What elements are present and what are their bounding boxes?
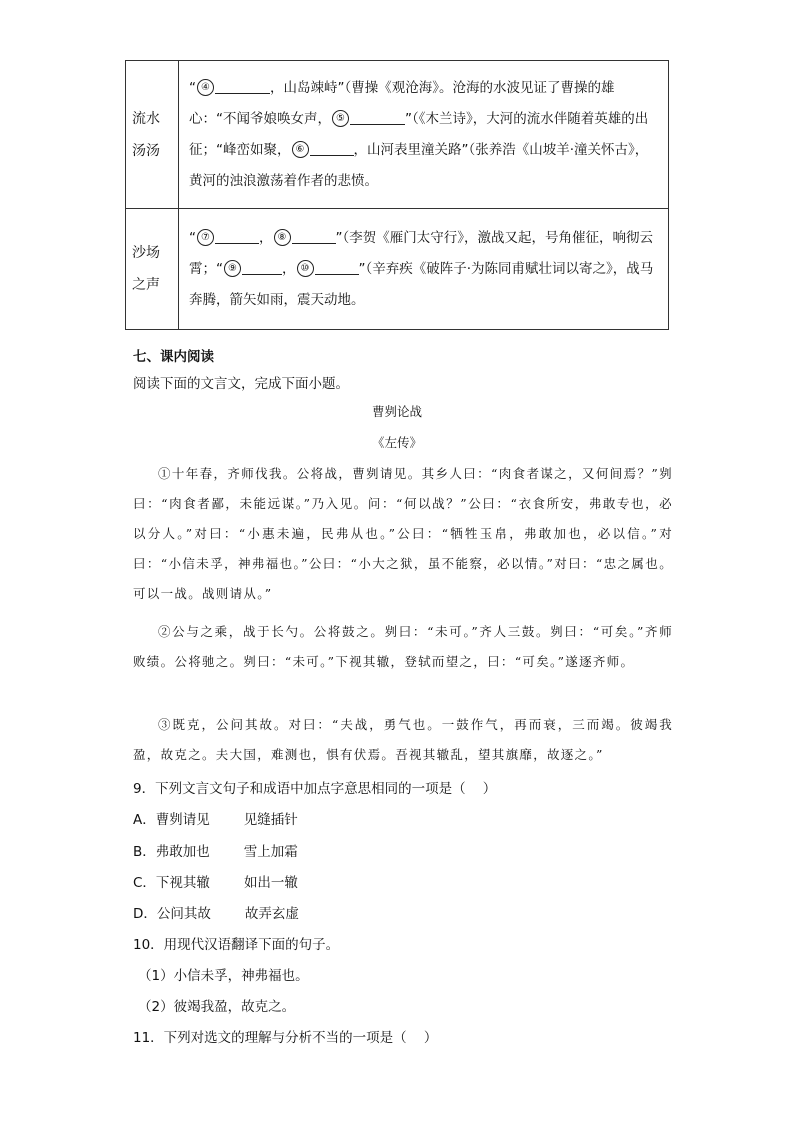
section-heading: 七、课内阅读 <box>133 349 214 365</box>
option-idiom: 雪上加霜 <box>243 844 298 860</box>
passage-source: 《左传》 <box>371 435 422 450</box>
text-run: ， <box>282 260 296 277</box>
passage-paragraph <box>133 617 673 677</box>
category-label: 汤汤 <box>132 142 160 159</box>
content-cell <box>179 61 669 209</box>
text-run: ， <box>259 229 273 246</box>
option-text: C．下视其辙 <box>133 875 210 891</box>
passage-paragraph <box>133 459 673 609</box>
fill-blank[interactable] <box>215 229 259 244</box>
option-idiom: 故弄玄虚 <box>244 906 299 922</box>
paragraph-text: ③既克，公问其故。对曰：“夫战，勇气也。一鼓作气，再而衰，三而竭。彼竭我盈，故克之。夫大国，难测也，惧有伏焉。吾视其辙乱，望其旗靡，故逐之。” <box>133 717 673 762</box>
blank-number: ⑤ <box>332 110 349 127</box>
text-run: “ <box>189 229 196 246</box>
paragraph-text: ②公与之乘，战于长勺。公将鼓之。刿曰：“未可。”齐人三鼓。刿曰：“可矣。”齐师败绩。公将驰之。刿曰：“未可。”下视其辙，登轼而望之，曰：“可矣。”遂逐齐师。 <box>133 624 673 669</box>
question-9-option-a[interactable] <box>133 808 298 828</box>
paragraph-text: ①十年春，齐师伐我。公将战，曹刿请见。其乡人曰：“肉食者谋之，又何间焉？”刿曰：“肉食者鄙，未能远谋。”乃入见。问：“何以战？”公曰：“衣食所安，弗敢专也，必以分人。”对曰：“小惠未遍，民弗从也。”公曰：“牺牲玉帛，弗敢加也，必以信。”对曰：“小信未孚，神弗福也。”公曰：“小大之狱，虽不能察，必以情。”对曰：“忠之属也。可以一战。战则请从。” <box>133 466 673 601</box>
fill-blank[interactable] <box>350 110 405 125</box>
option-idiom: 如出一辙 <box>243 875 298 891</box>
table-row <box>126 209 669 330</box>
blank-number: ④ <box>197 79 214 96</box>
option-text: A．曹刿请见 <box>133 812 210 828</box>
question-10-stem: 10．用现代汉语翻译下面的句子。 <box>133 937 340 953</box>
blank-number: ⑧ <box>274 229 291 246</box>
text-run: ”（辛弃疾《破阵子·为陈同甫赋壮词以寄之》，战马奔腾，箭矢如雨，震天动地。 <box>189 260 654 308</box>
fill-blank[interactable] <box>310 141 354 156</box>
option-idiom: 见缝插针 <box>243 812 298 828</box>
category-cell <box>126 61 179 209</box>
fill-blank[interactable] <box>242 260 282 275</box>
fill-blank[interactable] <box>215 79 270 94</box>
table-row <box>126 61 669 209</box>
question-9-option-d[interactable] <box>133 902 299 922</box>
text-run: ”（《木兰诗》，大河的流水伴随着英雄的出征；“峰峦如聚， <box>189 110 649 158</box>
passage-title: 曹刿论战 <box>371 404 422 419</box>
question-9-option-c[interactable] <box>133 871 298 891</box>
blank-number: ⑨ <box>224 260 241 277</box>
fill-blank[interactable] <box>292 229 336 244</box>
text-run: ，山河表里潼关路”（张养浩《山坡羊·潼关怀古》，黄河的浊浪激荡着作者的悲愤。 <box>189 141 649 189</box>
option-text: B．弗敢加也 <box>133 844 210 860</box>
category-label: 之声 <box>132 277 160 293</box>
content-cell <box>179 209 669 330</box>
question-10-sub-2: （2）彼竭我盈，故克之。 <box>138 999 296 1015</box>
category-label: 流水 <box>132 110 160 127</box>
text-run: “ <box>189 79 196 96</box>
fill-blank[interactable] <box>315 260 359 275</box>
question-9-option-b[interactable] <box>133 840 298 860</box>
passage-paragraph <box>133 710 673 770</box>
text-run: ，山岛竦峙”（曹操《观沧海》。沧海的水波见证了曹操的雄心：“不闻爷娘唤女声， <box>189 79 615 127</box>
category-cell <box>126 209 179 330</box>
text-run: ”（李贺《雁门太守行》，激战又起，号角催征，响彻云霄；“ <box>189 229 653 277</box>
blank-number: ⑥ <box>292 141 309 158</box>
reading-instruction: 阅读下面的文言文，完成下面小题。 <box>133 376 349 392</box>
blank-number: ⑩ <box>297 260 314 277</box>
poetry-fill-table <box>125 60 669 330</box>
question-9-stem: 9．下列文言文句子和成语中加点字意思相同的一项是（ ） <box>133 781 497 797</box>
question-10-sub-1: （1）小信未孚，神弗福也。 <box>138 968 309 984</box>
question-11-stem: 11．下列对选文的理解与分析不当的一项是（ ） <box>133 1030 438 1046</box>
option-text: D．公问其故 <box>133 906 211 922</box>
blank-number: ⑦ <box>197 229 214 246</box>
category-label: 沙场 <box>132 245 160 261</box>
